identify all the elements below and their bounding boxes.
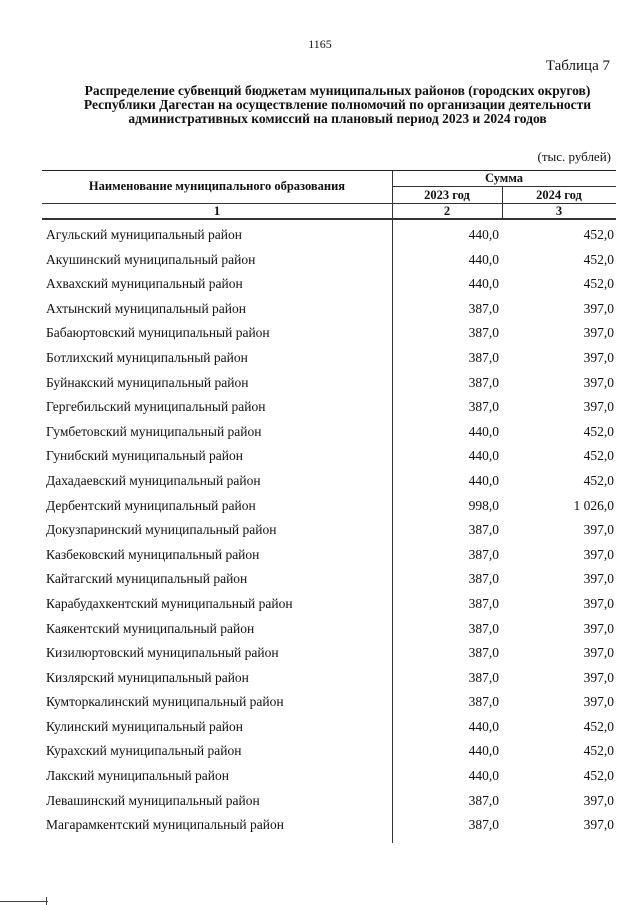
municipality-name: Ботлихский муниципальный район	[46, 349, 248, 365]
table-row	[42, 543, 616, 568]
municipality-name: Кайтагский муниципальный район	[46, 571, 248, 587]
value-2023: 387,0	[468, 817, 499, 833]
title-line: Распределение субвенций бюджетам муниципальных районов (городских округов)	[84, 83, 591, 98]
value-2023: 440,0	[468, 251, 499, 267]
municipality-name: Ахвахский муниципальный район	[46, 276, 243, 292]
municipality-name: Курахский муниципальный район	[46, 743, 242, 759]
table-row	[42, 666, 616, 691]
header-col-number-1: 1	[213, 204, 221, 218]
table-row	[42, 494, 616, 519]
value-2024: 397,0	[583, 399, 614, 415]
table-row	[42, 444, 616, 469]
table-row	[42, 617, 616, 642]
municipality-name: Гергебильский муниципальный район	[46, 399, 266, 415]
value-2024: 452,0	[583, 472, 614, 488]
value-2024: 397,0	[583, 325, 614, 341]
value-2024: 397,0	[583, 817, 614, 833]
value-2024: 452,0	[583, 718, 614, 734]
value-2023: 387,0	[468, 300, 499, 316]
value-2024: 397,0	[583, 595, 614, 611]
value-2023: 387,0	[468, 694, 499, 710]
table-row	[42, 223, 616, 248]
table-row	[42, 518, 616, 543]
municipality-name: Казбековский муниципальный район	[46, 546, 260, 562]
value-2023: 440,0	[468, 768, 499, 784]
value-2024: 397,0	[583, 522, 614, 538]
municipality-name: Кизилюртовский муниципальный район	[46, 645, 279, 661]
value-2023: 387,0	[468, 325, 499, 341]
municipality-name: Буйнакский муниципальный район	[46, 374, 249, 390]
value-2023: 387,0	[468, 546, 499, 562]
municipality-name: Каякентский муниципальный район	[46, 620, 255, 636]
value-2023: 998,0	[468, 497, 499, 513]
table-row	[42, 764, 616, 789]
value-2023: 387,0	[468, 669, 499, 685]
municipality-name: Дахадаевский муниципальный район	[46, 472, 261, 488]
table-row	[42, 297, 616, 322]
value-2023: 387,0	[468, 571, 499, 587]
header-year-2024: 2024 год	[536, 188, 582, 202]
table-row	[42, 248, 616, 273]
table-row	[42, 395, 616, 420]
header-year-2023: 2023 год	[424, 188, 470, 202]
value-2023: 387,0	[468, 522, 499, 538]
municipality-name: Бабаюртовский муниципальный район	[46, 325, 270, 341]
table-body	[42, 223, 616, 838]
page-number: 1165	[308, 37, 332, 51]
header-sum-col: Сумма	[485, 171, 523, 185]
value-2024: 397,0	[583, 694, 614, 710]
value-2024: 452,0	[583, 251, 614, 267]
value-2024: 452,0	[583, 276, 614, 292]
municipality-name: Докузпаринский муниципальный район	[46, 522, 277, 538]
title-line: Республики Дагестан на осуществление полномочий по организации деятельности	[83, 97, 592, 112]
value-2023: 440,0	[468, 472, 499, 488]
value-2024: 397,0	[583, 571, 614, 587]
table-row	[42, 715, 616, 740]
scan-edge-mark	[46, 897, 47, 905]
table-row	[42, 371, 616, 396]
header-col-number-2: 2	[443, 204, 451, 218]
document-title	[50, 84, 625, 126]
table-row	[42, 469, 616, 494]
municipality-name: Акушинский муниципальный район	[46, 251, 256, 267]
value-2024: 1 026,0	[573, 497, 614, 513]
header-name-col: Наименование муниципального образования	[88, 179, 346, 193]
municipality-name: Лакский муниципальный район	[46, 768, 230, 784]
table-row	[42, 346, 616, 371]
value-2023: 387,0	[468, 792, 499, 808]
value-2023: 440,0	[468, 448, 499, 464]
table-row	[42, 813, 616, 838]
value-2023: 387,0	[468, 399, 499, 415]
value-2024: 397,0	[583, 645, 614, 661]
value-2023: 440,0	[468, 718, 499, 734]
table-label: Таблица 7	[545, 58, 610, 74]
municipality-name: Карабудахкентский муниципальный район	[46, 595, 293, 611]
municipality-name: Агульский муниципальный район	[46, 227, 242, 242]
header-col-number-3: 3	[555, 204, 563, 218]
municipality-name: Ахтынский муниципальный район	[46, 300, 246, 316]
value-2024: 452,0	[583, 743, 614, 759]
value-2023: 440,0	[468, 743, 499, 759]
value-2024: 452,0	[583, 768, 614, 784]
municipality-name: Кумторкалинский муниципальный район	[46, 694, 284, 710]
value-2023: 387,0	[468, 349, 499, 365]
municipality-name: Гунибский муниципальный район	[46, 448, 243, 464]
units-label: (тыс. рублей)	[537, 149, 611, 164]
table-row	[42, 592, 616, 617]
scan-edge-mark	[0, 901, 48, 902]
value-2023: 440,0	[468, 227, 499, 242]
value-2023: 387,0	[468, 374, 499, 390]
value-2024: 452,0	[583, 423, 614, 439]
municipality-name: Кулинский муниципальный район	[46, 718, 243, 734]
value-2024: 397,0	[583, 300, 614, 316]
title-line: административных комиссий на плановый период 2023 и 2024 годов	[128, 111, 547, 126]
value-2023: 387,0	[468, 595, 499, 611]
value-2024: 397,0	[583, 620, 614, 636]
value-2023: 387,0	[468, 645, 499, 661]
table-header	[42, 170, 616, 219]
municipality-name: Дербентский муниципальный район	[46, 497, 256, 513]
value-2024: 397,0	[583, 792, 614, 808]
table-row	[42, 690, 616, 715]
value-2024: 397,0	[583, 349, 614, 365]
table-row	[42, 567, 616, 592]
value-2024: 452,0	[583, 227, 614, 242]
table-row	[42, 321, 616, 346]
value-2023: 440,0	[468, 423, 499, 439]
table-row	[42, 272, 616, 297]
value-2023: 387,0	[468, 620, 499, 636]
table-row	[42, 420, 616, 445]
table-row	[42, 641, 616, 666]
header-sum-rule	[392, 186, 616, 187]
table-row	[42, 739, 616, 764]
table-row	[42, 789, 616, 814]
municipality-name: Левашинский муниципальный район	[46, 792, 260, 808]
value-2024: 397,0	[583, 546, 614, 562]
value-2024: 397,0	[583, 374, 614, 390]
value-2024: 452,0	[583, 448, 614, 464]
value-2023: 440,0	[468, 276, 499, 292]
municipality-name: Магарамкентский муниципальный район	[46, 817, 284, 833]
municipality-name: Гумбетовский муниципальный район	[46, 423, 262, 439]
municipality-name: Кизлярский муниципальный район	[46, 669, 249, 685]
value-2024: 397,0	[583, 669, 614, 685]
